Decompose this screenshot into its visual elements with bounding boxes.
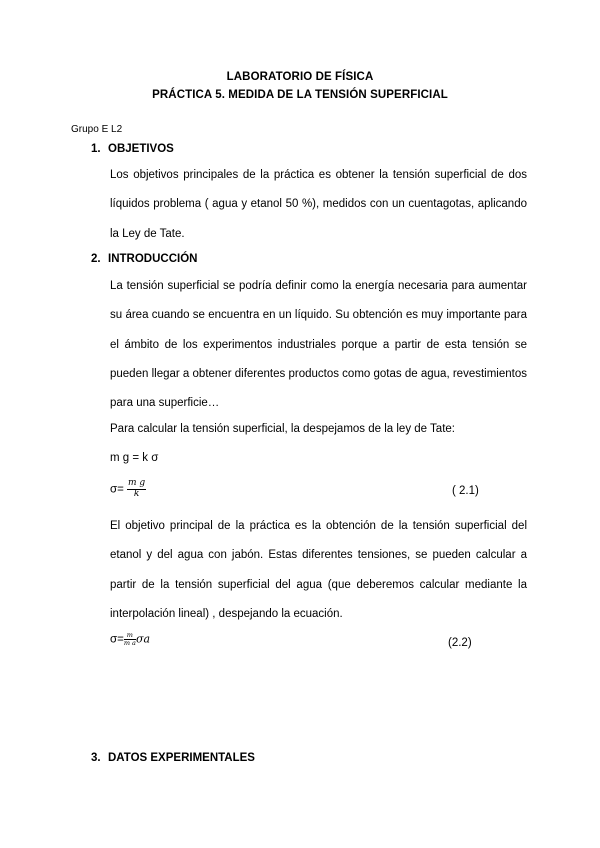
equation-fraction (124, 632, 136, 647)
equation-label-2-2: (2.2) (448, 637, 472, 649)
section-number: 1. (91, 143, 101, 155)
document-title-line-2: PRÁCTICA 5. MEDIDA DE LA TENSIÓN SUPERFICIAL (152, 89, 448, 101)
document-title-line-1: LABORATORIO DE FÍSICA (226, 71, 374, 83)
section-heading-objetivos (91, 143, 174, 155)
equation-lhs: σ= (110, 483, 124, 496)
tate-intro-line: Para calcular la tensión superficial, la despejamos de la ley de Tate: (110, 423, 455, 435)
group-label: Grupo E L2 (71, 124, 123, 135)
equation-label-2-1: ( 2.1) (452, 485, 479, 497)
fraction-numerator: m g (128, 478, 146, 488)
fraction-denominator: k (133, 488, 140, 499)
equation-tail: σa (135, 632, 151, 646)
section-title: OBJETIVOS (108, 143, 174, 155)
section-heading-datos-experimentales (91, 752, 255, 764)
objetivos-paragraph: Los objetivos principales de la práctica es obtener la tensión superficial de dos líquidos problema ( agua y etanol 50 %), medidos con un cuentagotas, aplicando la Ley de Tate. (110, 169, 527, 240)
section-title: INTRODUCCIÓN (108, 253, 198, 265)
fraction-denominator: m a (123, 639, 136, 648)
equation-2-1 (110, 479, 146, 500)
introduccion-paragraph-1: La tensión superficial se podría definir como la energía necesaria para aumentar su área cuando se encuentra en un líquido. Su obtención es muy importante para el ámbito de los experimentos industriales porque a partir de esta tensión se pueden llegar a obtener diferentes productos como gotas de agua, revestimientos para una superficie… (110, 280, 527, 410)
introduccion-paragraph-2: El objetivo principal de la práctica es la obtención de la tensión superficial del etanol y del agua con jabón. Estas diferentes tensiones, se pueden calcular a partir de la tensión superficial del agua (que deberemos calcular mediante la interpolación lineal) , despejando la ecuación. (110, 520, 527, 620)
equation-2-2 (110, 632, 150, 647)
equation-fraction (127, 479, 146, 500)
section-number: 3. (91, 752, 101, 764)
section-heading-introduccion (91, 253, 197, 265)
equation-lhs: σ= (110, 633, 124, 646)
fraction-numerator: m (124, 632, 136, 640)
section-title: DATOS EXPERIMENTALES (108, 752, 255, 764)
tate-formula: m g = k σ (110, 452, 159, 464)
section-number: 2. (91, 253, 101, 265)
